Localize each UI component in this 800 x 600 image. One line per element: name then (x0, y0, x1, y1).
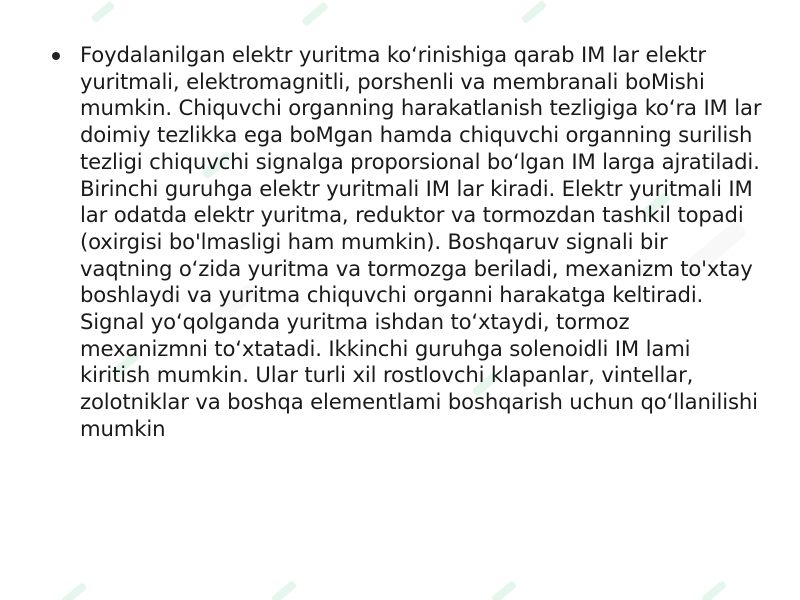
bullet-dot-icon (52, 52, 60, 60)
bullet-text: Foydalanilgan elektr yuritma ko‘rinishiga qarab IM lar elektr yuritmali, elektromagnitli, porshenli va membranali boMishi mumkin. Chiquvchi organning harakatlanish tezligiga ko‘ra IM lar doimiy tezlikka ega boMgan hamda chiquvchi organning surilish tezligi chiquvchi signalga proporsional bo‘lgan IM larga ajratiladi. Birinchi guruhga elektr yuritmali IM lar kiradi. Elektr yuritmali IM lar odatda elektr yuritma, reduktor va tormozdan tashkil topadi (oxirgisi bo'lmasligi ham mumkin). Boshqaruv signali bir vaqtning o‘zida yuritma va tormozga beriladi, mexanizm to'xtay boshlaydi va yuritma chiquvchi organni harakatga keltiradi. Signal yo‘qolganda yuritma ishdan to‘xtaydi, tormoz mexanizmni to‘xtatadi. Ikkinchi guruhga solenoidli IM lami kiritish mumkin. Ular turli xil rostlovchi klapanlar, vintellar, zolotniklar va boshqa elementlami boshqarish uchun qo‘llanilishi mumkin (80, 42, 762, 441)
bullet-item (52, 42, 762, 443)
slide-content (52, 42, 762, 443)
